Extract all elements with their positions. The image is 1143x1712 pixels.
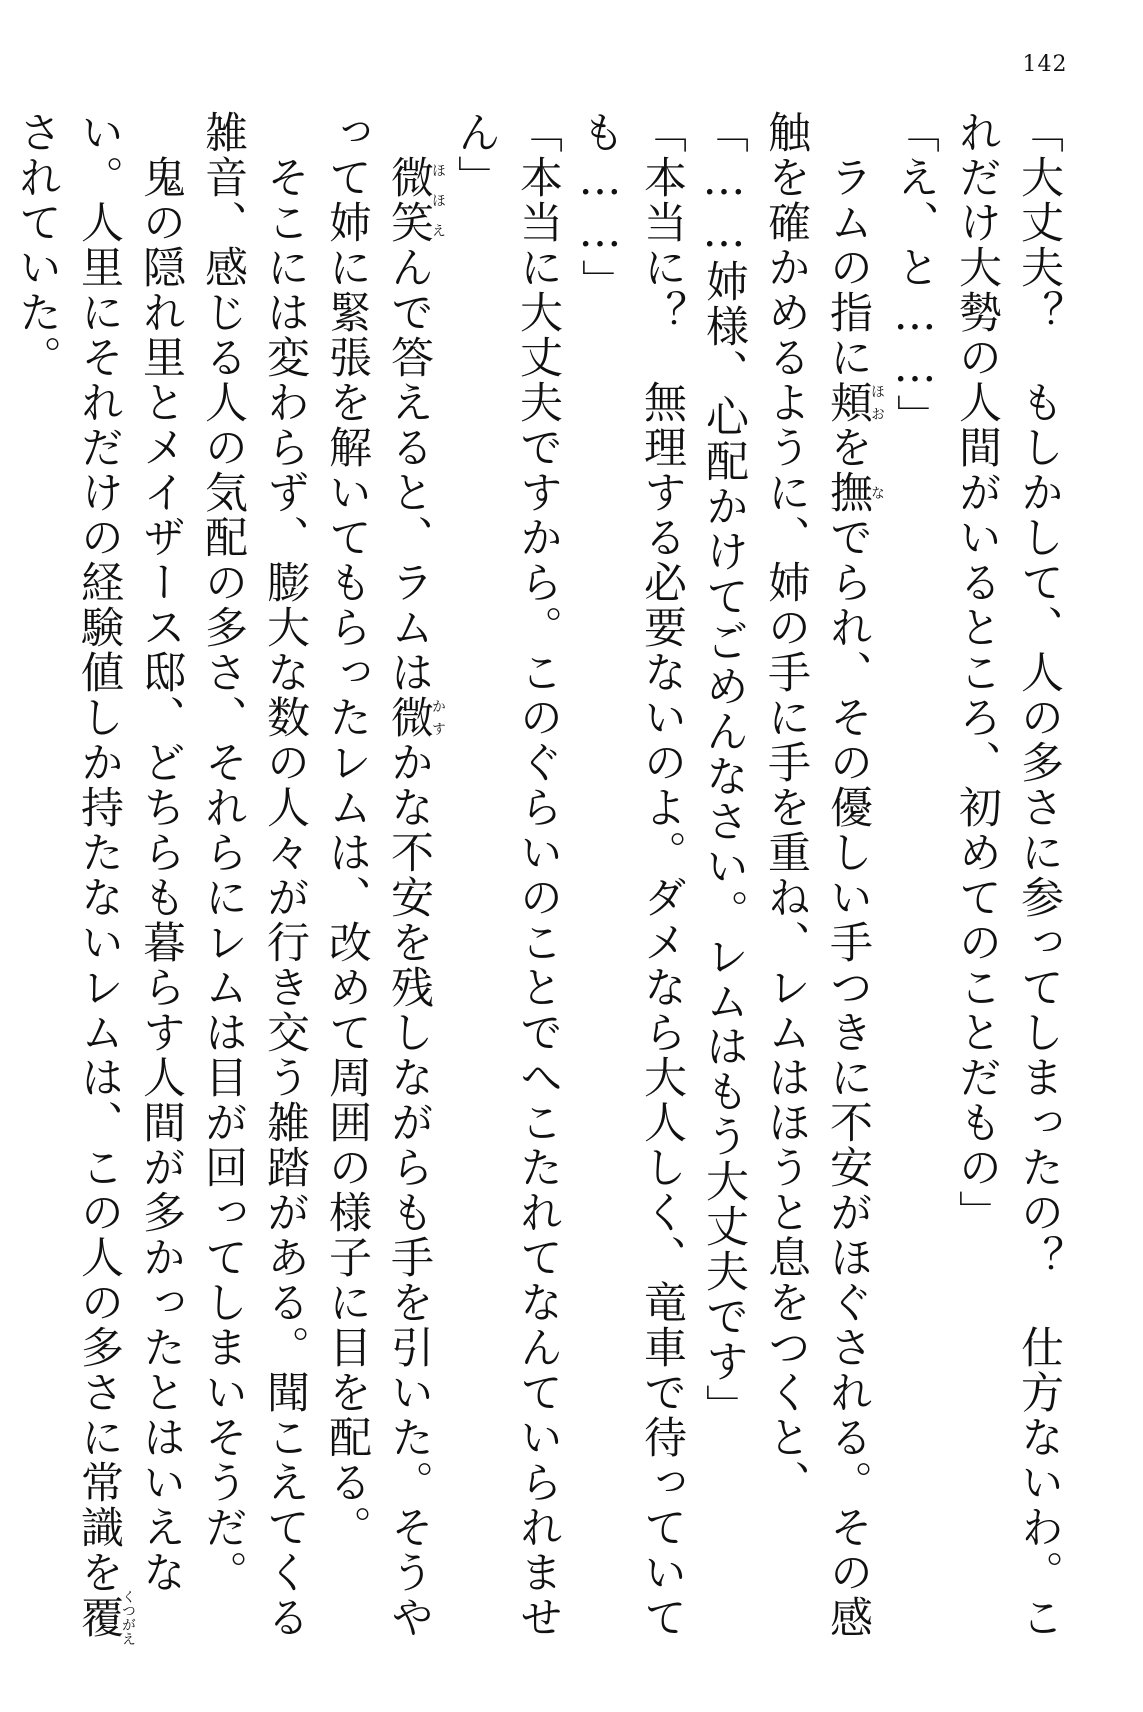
paragraph: 「大丈夫？ もしかして、人の多さに参ってしまったの？ 仕方ないわ。これだけ大勢の人間がいるところ、初めてのことだもの」: [952, 110, 1064, 1640]
page-number: 142: [1022, 52, 1068, 77]
paragraph: 微笑ほほえんで答えると、ラムは微かすかな不安を残しながらも手を引いた。そうやって姉に緊張を解いてもらったレムは、改めて周囲の様子に目を配る。: [322, 110, 446, 1640]
paragraph: 「……姉様、心配かけてごめんなさい。レムはもう大丈夫です」: [699, 110, 749, 1429]
paragraph: 「本当に？ 無理する必要ないのよ。ダメなら大人しく、竜車で待っていても……」: [575, 110, 687, 1640]
furigana: 頬ほお: [823, 380, 885, 425]
paragraph: [0, 110, 6, 1670]
paragraph: ラムの指に頬ほおを撫なでられ、その優しい手つきに不安がほぐされる。その感触を確かめるように、姉の手に手を重ね、レムはほうと息をつくと、: [761, 110, 885, 1640]
paragraph: そこには変わらず、膨大な数の人々が行き交う雑踏がある。聞こえてくる雑音、感じる人の気配の多さ、それらにレムは目が回ってしまいそうだ。: [198, 110, 310, 1640]
paragraph: 「本当に大丈夫ですから。このぐらいのことでへこたれてなんていられません」: [451, 110, 563, 1640]
furigana: 微かす: [384, 695, 446, 740]
paragraph: 鬼の隠れ里とメイザース邸、どちらも暮らす人間が多かったとはいえない。人里にそれだけの経験値しか持たないレムは、この人の多さに常識を覆くつがえされていた。: [12, 110, 186, 1646]
furigana: 撫な: [823, 470, 885, 515]
paragraph: 「え、と……」: [890, 110, 940, 439]
furigana: 微笑ほほえ: [384, 155, 446, 245]
furigana: 覆くつがえ: [74, 1589, 136, 1646]
novel-text-block: [12, 110, 1070, 1670]
